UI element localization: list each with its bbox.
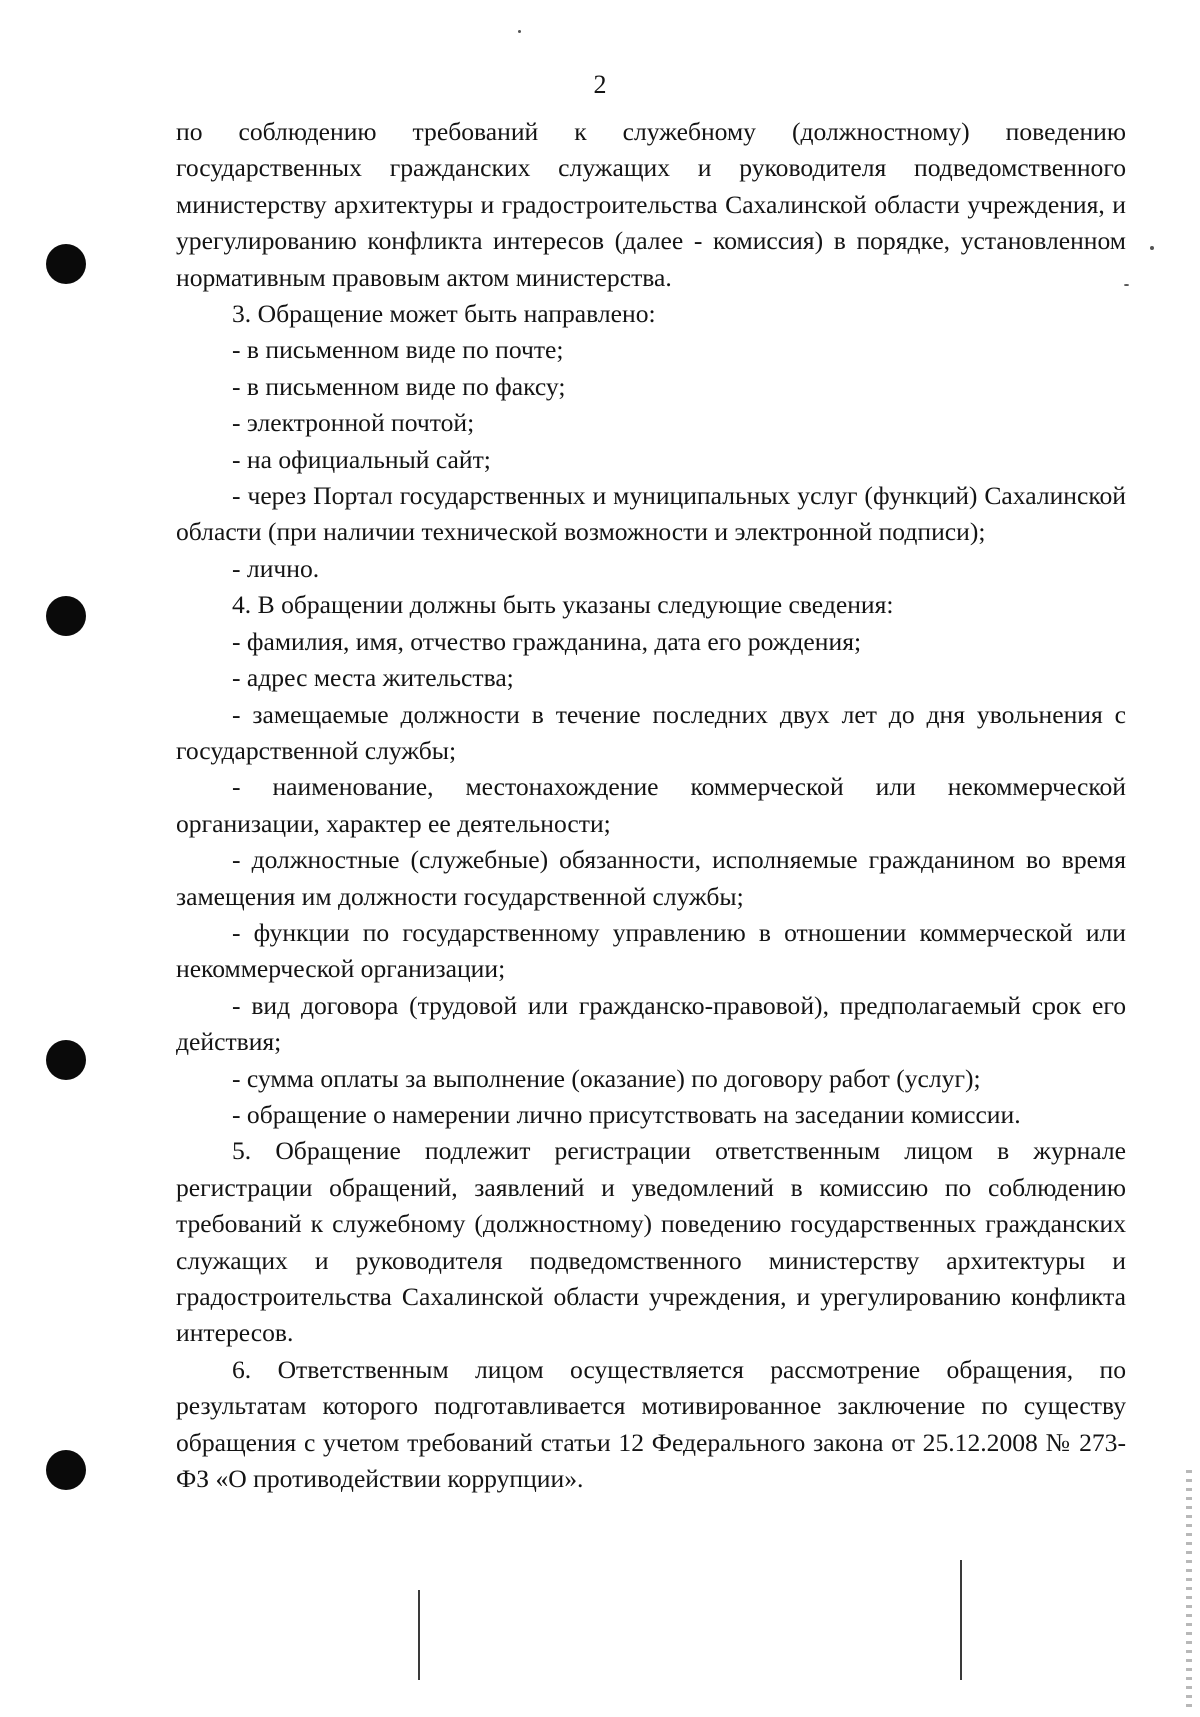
punch-hole [46, 244, 86, 284]
page-number: 2 [593, 70, 607, 99]
list-item: - обращение о намерении лично присутствовать на заседании комиссии. [232, 1099, 1021, 1129]
list-item: - наименование, местонахождение коммерческой или некоммерческой организации, характер ее деятельности; [176, 772, 1126, 838]
scan-line [418, 1590, 420, 1680]
list-item: - замещаемые должности в течение последних двух лет до дня увольнения с государственной службы; [176, 699, 1126, 765]
paragraph-4: 4. В обращении должны быть указаны следующие сведения: [232, 590, 894, 620]
list-item: - на официальный сайт; [232, 444, 491, 474]
paragraph-3: 3. Обращение может быть направлено: [232, 299, 656, 329]
list-item: - сумма оплаты за выполнение (оказание) по договору работ (услуг); [232, 1063, 981, 1093]
list-item: - вид договора (трудовой или гражданско-правовой), предполагаемый срок его действия; [176, 990, 1126, 1057]
document-body [176, 114, 1126, 1497]
punch-hole [46, 1450, 86, 1490]
list-item: - электронной почтой; [232, 408, 475, 438]
scan-speck [1150, 246, 1154, 250]
paragraph-continuation: по соблюдению требований к служебному (должностному) поведению государственных гражданских служащих и руководителя подведомственного министерству архитектуры и градостроительства Сахалинской области учреждения, и урегулированию конфликта интересов (далее - комиссия) в порядке, установленном нормативным правовым актом министерства. [176, 117, 1126, 292]
paragraph-5: 5. Обращение подлежит регистрации ответственным лицом в журнале регистрации обращений, заявлений и уведомлений в комиссию по соблюдению требований к служебному (должностному) поведению государственных гражданских служащих и руководителя подведомственного министерству архитектуры и градостроительства Сахалинской области учреждения, и урегулированию конфликта интересов. [176, 1136, 1126, 1348]
scan-edge-noise [1186, 1470, 1192, 1710]
scan-line [960, 1560, 962, 1680]
list-item: - должностные (служебные) обязанности, исполняемые гражданином во время замещения им должности государственной службы; [176, 845, 1126, 911]
list-item: - функции по государственному управлению в отношении коммерческой или некоммерческой организации; [176, 917, 1126, 984]
list-item: - через Портал государственных и муниципальных услуг (функций) Сахалинской области (при наличии технической возможности и электронной подписи); [176, 481, 1126, 547]
paragraph-6: 6. Ответственным лицом осуществляется рассмотрение обращения, по результатам которого подготавливается мотивированное заключение по существу обращения с учетом требований статьи 12 Федерального закона от 25.12.2008 № 273-ФЗ «О противодействии коррупции». [176, 1354, 1126, 1494]
punch-hole [46, 1040, 86, 1080]
list-item: - лично. [232, 553, 320, 583]
punch-hole [46, 596, 86, 636]
list-item: - фамилия, имя, отчество гражданина, дата его рождения; [232, 626, 862, 656]
list-item: - в письменном виде по почте; [232, 335, 564, 365]
list-item: - адрес места жительства; [232, 663, 514, 693]
scan-speck [518, 30, 521, 33]
list-item: - в письменном виде по факсу; [232, 371, 566, 401]
